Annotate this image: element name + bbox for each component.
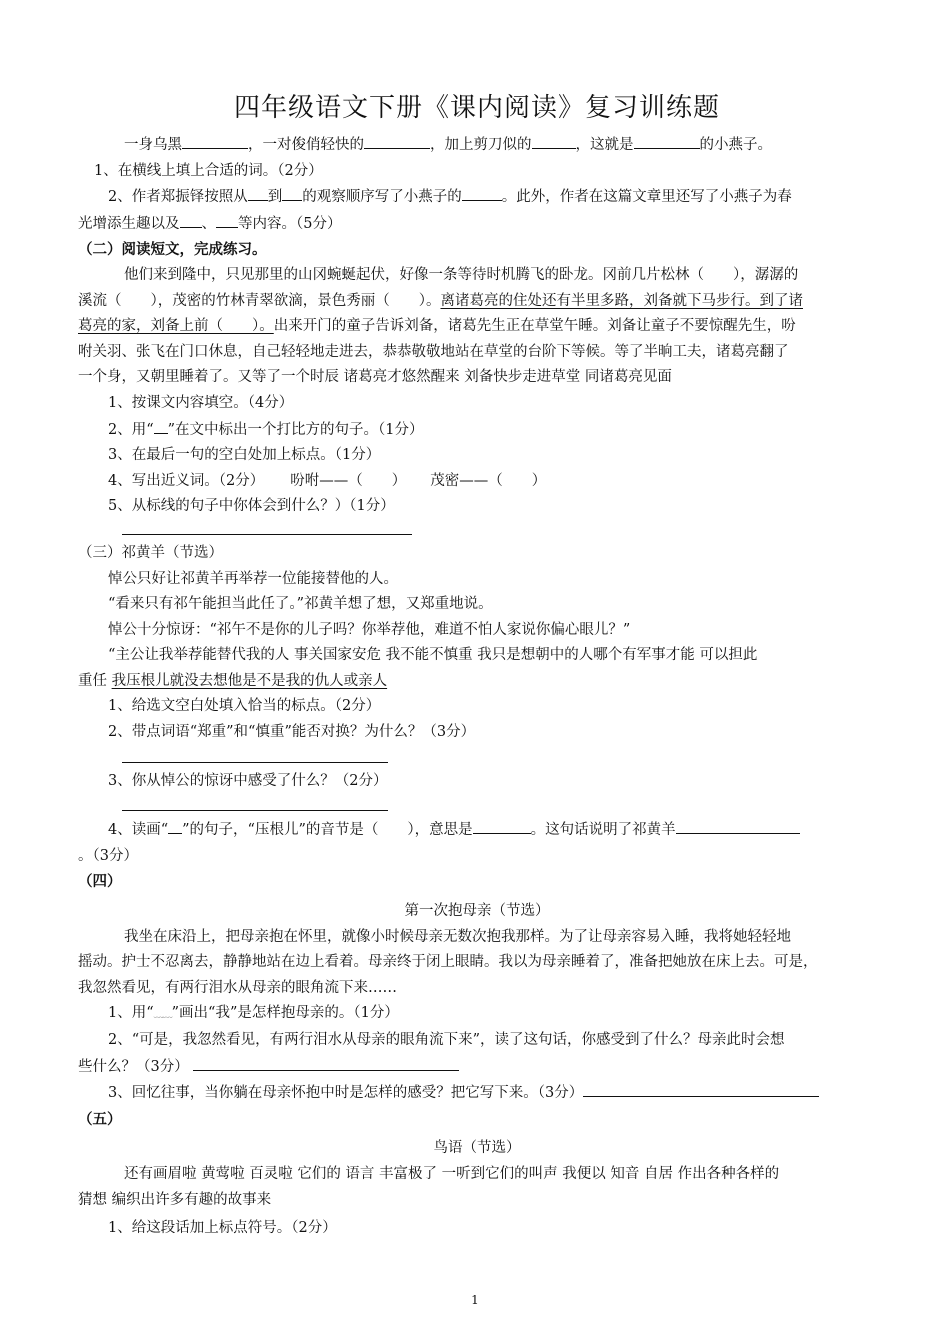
passage-line: 悼公只好让祁黄羊再举荐一位能接替他的人。 [108, 570, 398, 587]
blank[interactable] [532, 132, 576, 149]
question: 3、你从悼公的惊讶中感受了什么？（2分） [108, 772, 388, 789]
section-heading: （五） [78, 1110, 122, 1128]
question: 1、按课文内容填空。（4分） [108, 394, 294, 411]
passage-line: 还有画眉啦 黄莺啦 百灵啦 它们的 语言 丰富极了 一听到它们的叫声 我便以 知音 自居 作出各种各样的 [124, 1165, 780, 1182]
wavy-line-icon: ﹏﹏ [153, 1009, 172, 1021]
page-title: 四年级语文下册《课内阅读》复习训练题 [233, 93, 720, 123]
blank[interactable] [364, 132, 430, 149]
passage-line: 悼公十分惊讶：“祁午不是你的儿子吗？你举荐他，难道不怕人家说你偏心眼儿？” [108, 621, 631, 638]
passage-title: 第一次抱母亲（节选） [404, 903, 550, 920]
blank[interactable] [462, 184, 502, 201]
passage-line: 他们来到隆中，只见那里的山冈蜿蜒起伏，好像一条等待时机腾飞的卧龙。冈前几片松林（ ），潺潺的 [124, 266, 799, 283]
question: 3、在最后一句的空白处加上标点。（1分） [108, 447, 381, 464]
answer-line[interactable] [583, 1080, 819, 1097]
section-heading: （二）阅读短文，完成练习。 [78, 241, 267, 259]
question: 1、用“﹏﹏”画出“我”是怎样抱母亲的。（1分） [108, 1005, 399, 1022]
question: 4、读画“ ”的句子，“压根儿”的音节是（ ），意思是 。这句话说明了祁黄羊 [78, 817, 876, 844]
blank[interactable] [182, 132, 248, 149]
swallow-fill-sentence: 一身乌黑 ，一对俊俏轻快的 ，加上剪刀似的 ，这就是 的小燕子。 [78, 132, 876, 159]
question: 1、在横线上填上合适的词。（2分） [94, 162, 323, 179]
underlined-sentence: 离诸葛亮的住处还有半里多路，刘备就下马步行。到了诸 [440, 292, 803, 309]
section-heading: （四） [78, 873, 122, 891]
answer-line[interactable] [122, 748, 388, 763]
question: 2、带点词语“郑重”和“慎重”能否对换？为什么？（3分） [108, 724, 476, 741]
section-heading: （三）祁黄羊（节选） [78, 544, 223, 561]
underlined-sentence: 我压根儿就没去想他是不是我的仇人或亲人 [111, 672, 388, 689]
answer-line[interactable] [193, 1054, 459, 1071]
blank[interactable] [634, 132, 700, 149]
passage-line: 我坐在床沿上，把母亲抱在怀里，就像小时候母亲无数次抱我那样。为了让母亲容易入睡，我将她轻轻地 [124, 928, 791, 945]
question: 1、给选文空白处填入恰当的标点。（2分） [108, 698, 381, 715]
question-continued: 些什么？（3分） [78, 1054, 876, 1081]
blank[interactable] [248, 184, 268, 201]
blank[interactable] [473, 817, 531, 834]
passage-line: 葛亮的家，刘备上前（ ）。出来开门的童子告诉刘备，诸葛先生正在草堂午睡。刘备让童子不要惊醒先生，吩 [78, 318, 796, 335]
question: 5、从标线的句子中你体会到什么？）（1分） [108, 498, 395, 515]
answer-line[interactable] [122, 520, 412, 535]
passage-line: 摇动。护士不忍离去，静静地站在边上看着。母亲终于闭上眼睛。我以为母亲睡着了，准备把她放在床上去。可是， [78, 954, 818, 971]
passage-line: “主公让我举荐能替代我的人 事关国家安危 我不能不慎重 我只是想朝中的人哪个有军事才能 可以担此 [108, 647, 758, 664]
question-continued: 光增添生趣以及 、 等内容。（5分） [78, 211, 876, 238]
passage-line: 溪流（ ），茂密的竹林青翠欲滴，景色秀丽（ ）。离诸葛亮的住处还有半里多路，刘备就下马步行。到了诸 [78, 292, 803, 309]
worksheet-page [78, 88, 876, 1242]
passage-line: “看来只有祁午能担当此任了。”祁黄羊想了想，又郑重地说。 [108, 596, 493, 613]
passage-line: 重任 我压根儿就没去想他是不是我的仇人或亲人 [78, 672, 388, 689]
passage-line: 咐关羽、张飞在门口休息，自己轻轻地走进去，恭恭敬敬地站在草堂的台阶下等候。等了半晌工夫，诸葛亮翻了 [78, 343, 789, 360]
question: 2、作者郑振铎按照从 到 的观察顺序写了小燕子的 。此外，作者在这篇文章里还写了小燕子为春 [78, 184, 876, 211]
passage-line: 一个身，又朝里睡着了。又等了一个时辰 诸葛亮才悠然醒来 刘备快步走进草堂 同诸葛亮见面 [78, 369, 672, 386]
question: 2、“可是，我忽然看见，有两行泪水从母亲的眼角流下来”，读了这句话，你感受到了什么？母亲此时会想 [108, 1032, 785, 1048]
passage-line: 猜想 编织出许多有趣的故事来 [78, 1191, 272, 1208]
underline-mark [154, 417, 168, 434]
blank[interactable] [180, 211, 202, 228]
answer-line[interactable] [122, 796, 388, 811]
page-number: 1 [471, 1293, 479, 1307]
passage-title: 鸟语（节选） [433, 1140, 521, 1157]
blank[interactable] [216, 211, 238, 228]
blank[interactable] [282, 184, 302, 201]
question-continued: 。（3分） [78, 847, 138, 864]
question: 2、用“ ”在文中标出一个打比方的句子。（1分） [78, 417, 876, 444]
underline-mark [168, 817, 182, 834]
blank[interactable] [676, 817, 800, 834]
question: 4、写出近义词。（2分） 吩咐——（ ） 茂密——（ ） [108, 472, 547, 489]
question: 1、给这段话加上标点符号。（2分） [108, 1220, 337, 1237]
underlined-sentence: 葛亮的家，刘备上前（ ）。 [78, 318, 274, 335]
question: 3、回忆往事，当你躺在母亲怀抱中时是怎样的感受？把它写下来。（3分） [78, 1080, 876, 1107]
passage-line: 我忽然看见，有两行泪水从母亲的眼角流下来…… [78, 979, 397, 996]
